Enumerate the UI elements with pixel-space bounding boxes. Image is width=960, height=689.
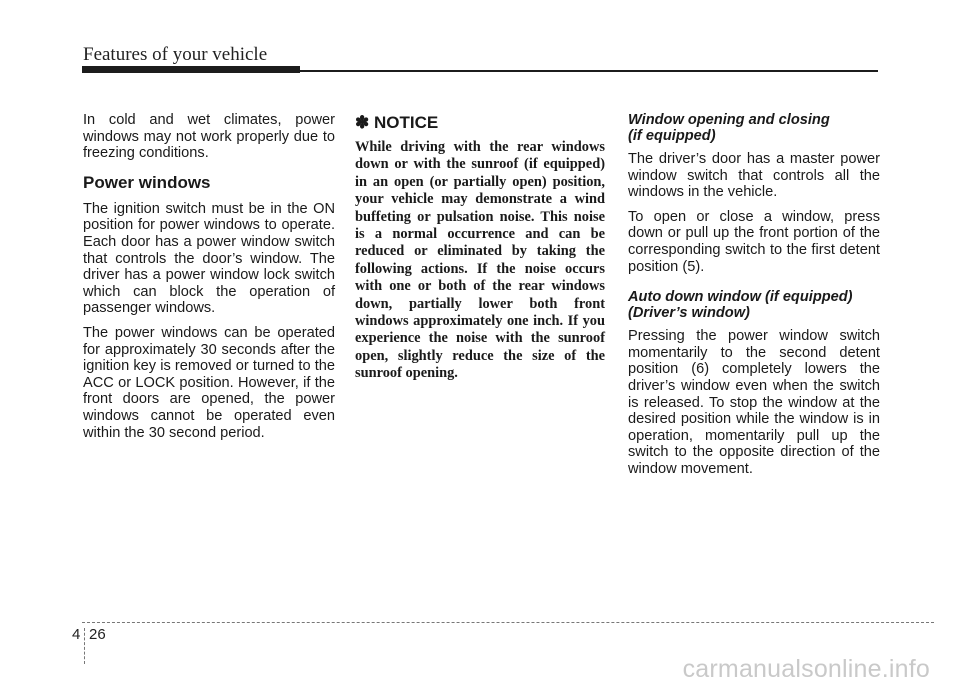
notice-heading (355, 113, 605, 133)
subsection-title-line-2: (Driver’s window) (628, 305, 750, 322)
page-header-title: Features of your vehicle (83, 44, 268, 65)
notice-title: NOTICE (373, 113, 439, 132)
chapter-number: 4 (72, 626, 81, 643)
power-windows-paragraph-2: The power windows can be operated for approximately 30 seconds after the ignition key is removed or turned to the ACC or LOCK position. However, if the front doors are opened, the power windows cannot be operated even within the 30 second period. (83, 324, 335, 441)
power-windows-paragraph-1: The ignition switch must be in the ON position for power windows to operate. Each door has a power window switch that controls the door’s window. The driver has a power window lock switch which can block the operation of passenger windows. (83, 200, 335, 317)
subsection-title-auto-down (628, 289, 880, 321)
watermark-text: carmanualsonline.info (682, 655, 930, 683)
subsection-title-line-1: Window opening and closing (628, 112, 830, 128)
subsection-title-window-opening (628, 112, 880, 144)
footer-dashed-rule (82, 622, 934, 623)
intro-paragraph: In cold and wet climates, power windows may not work properly due to freezing conditions. (83, 112, 335, 162)
header-rule-thin (300, 70, 878, 72)
notice-text: While driving with the rear windows down or with the sunroof (if equipped) in an open (or partially open) position, your vehicle may demonstrate a wind buffeting or pulsation noise. This noise is a normal occurrence and can be reduced or eliminated by taking the following actions. If the noise occurs with one or both of the rear windows down, partially lower both front windows approximately one inch. If you experience the noise with the sunroof open, slightly reduce the size of the sunroof opening. (355, 139, 605, 382)
page-number: 26 (89, 626, 106, 643)
auto-down-paragraph: Pressing the power window switch momentarily to the second detent position (6) completely lowers the driver’s window even when the switch is released. To stop the window at the desired position while the window is in operation, momentarily pull up the switch to the opposite direction of the window movement. (628, 328, 880, 477)
column-left (83, 112, 335, 449)
notice-box (355, 113, 605, 383)
column-right (628, 112, 880, 486)
header-rule-thick (82, 66, 300, 73)
section-title-power-windows: Power windows (83, 172, 211, 192)
window-opening-paragraph-1: The driver’s door has a master power window switch that controls all the windows in the vehicle. (628, 151, 880, 201)
window-opening-paragraph-2: To open or close a window, press down or pull up the front portion of the corresponding switch to the first detent position (5). (628, 208, 880, 275)
subsection-title-line-2: (if equipped) (628, 128, 716, 144)
notice-asterisk-icon: ✽ (355, 113, 370, 132)
footer-page-divider (84, 628, 85, 664)
subsection-title-line-1: Auto down window (if equipped) (628, 289, 853, 306)
